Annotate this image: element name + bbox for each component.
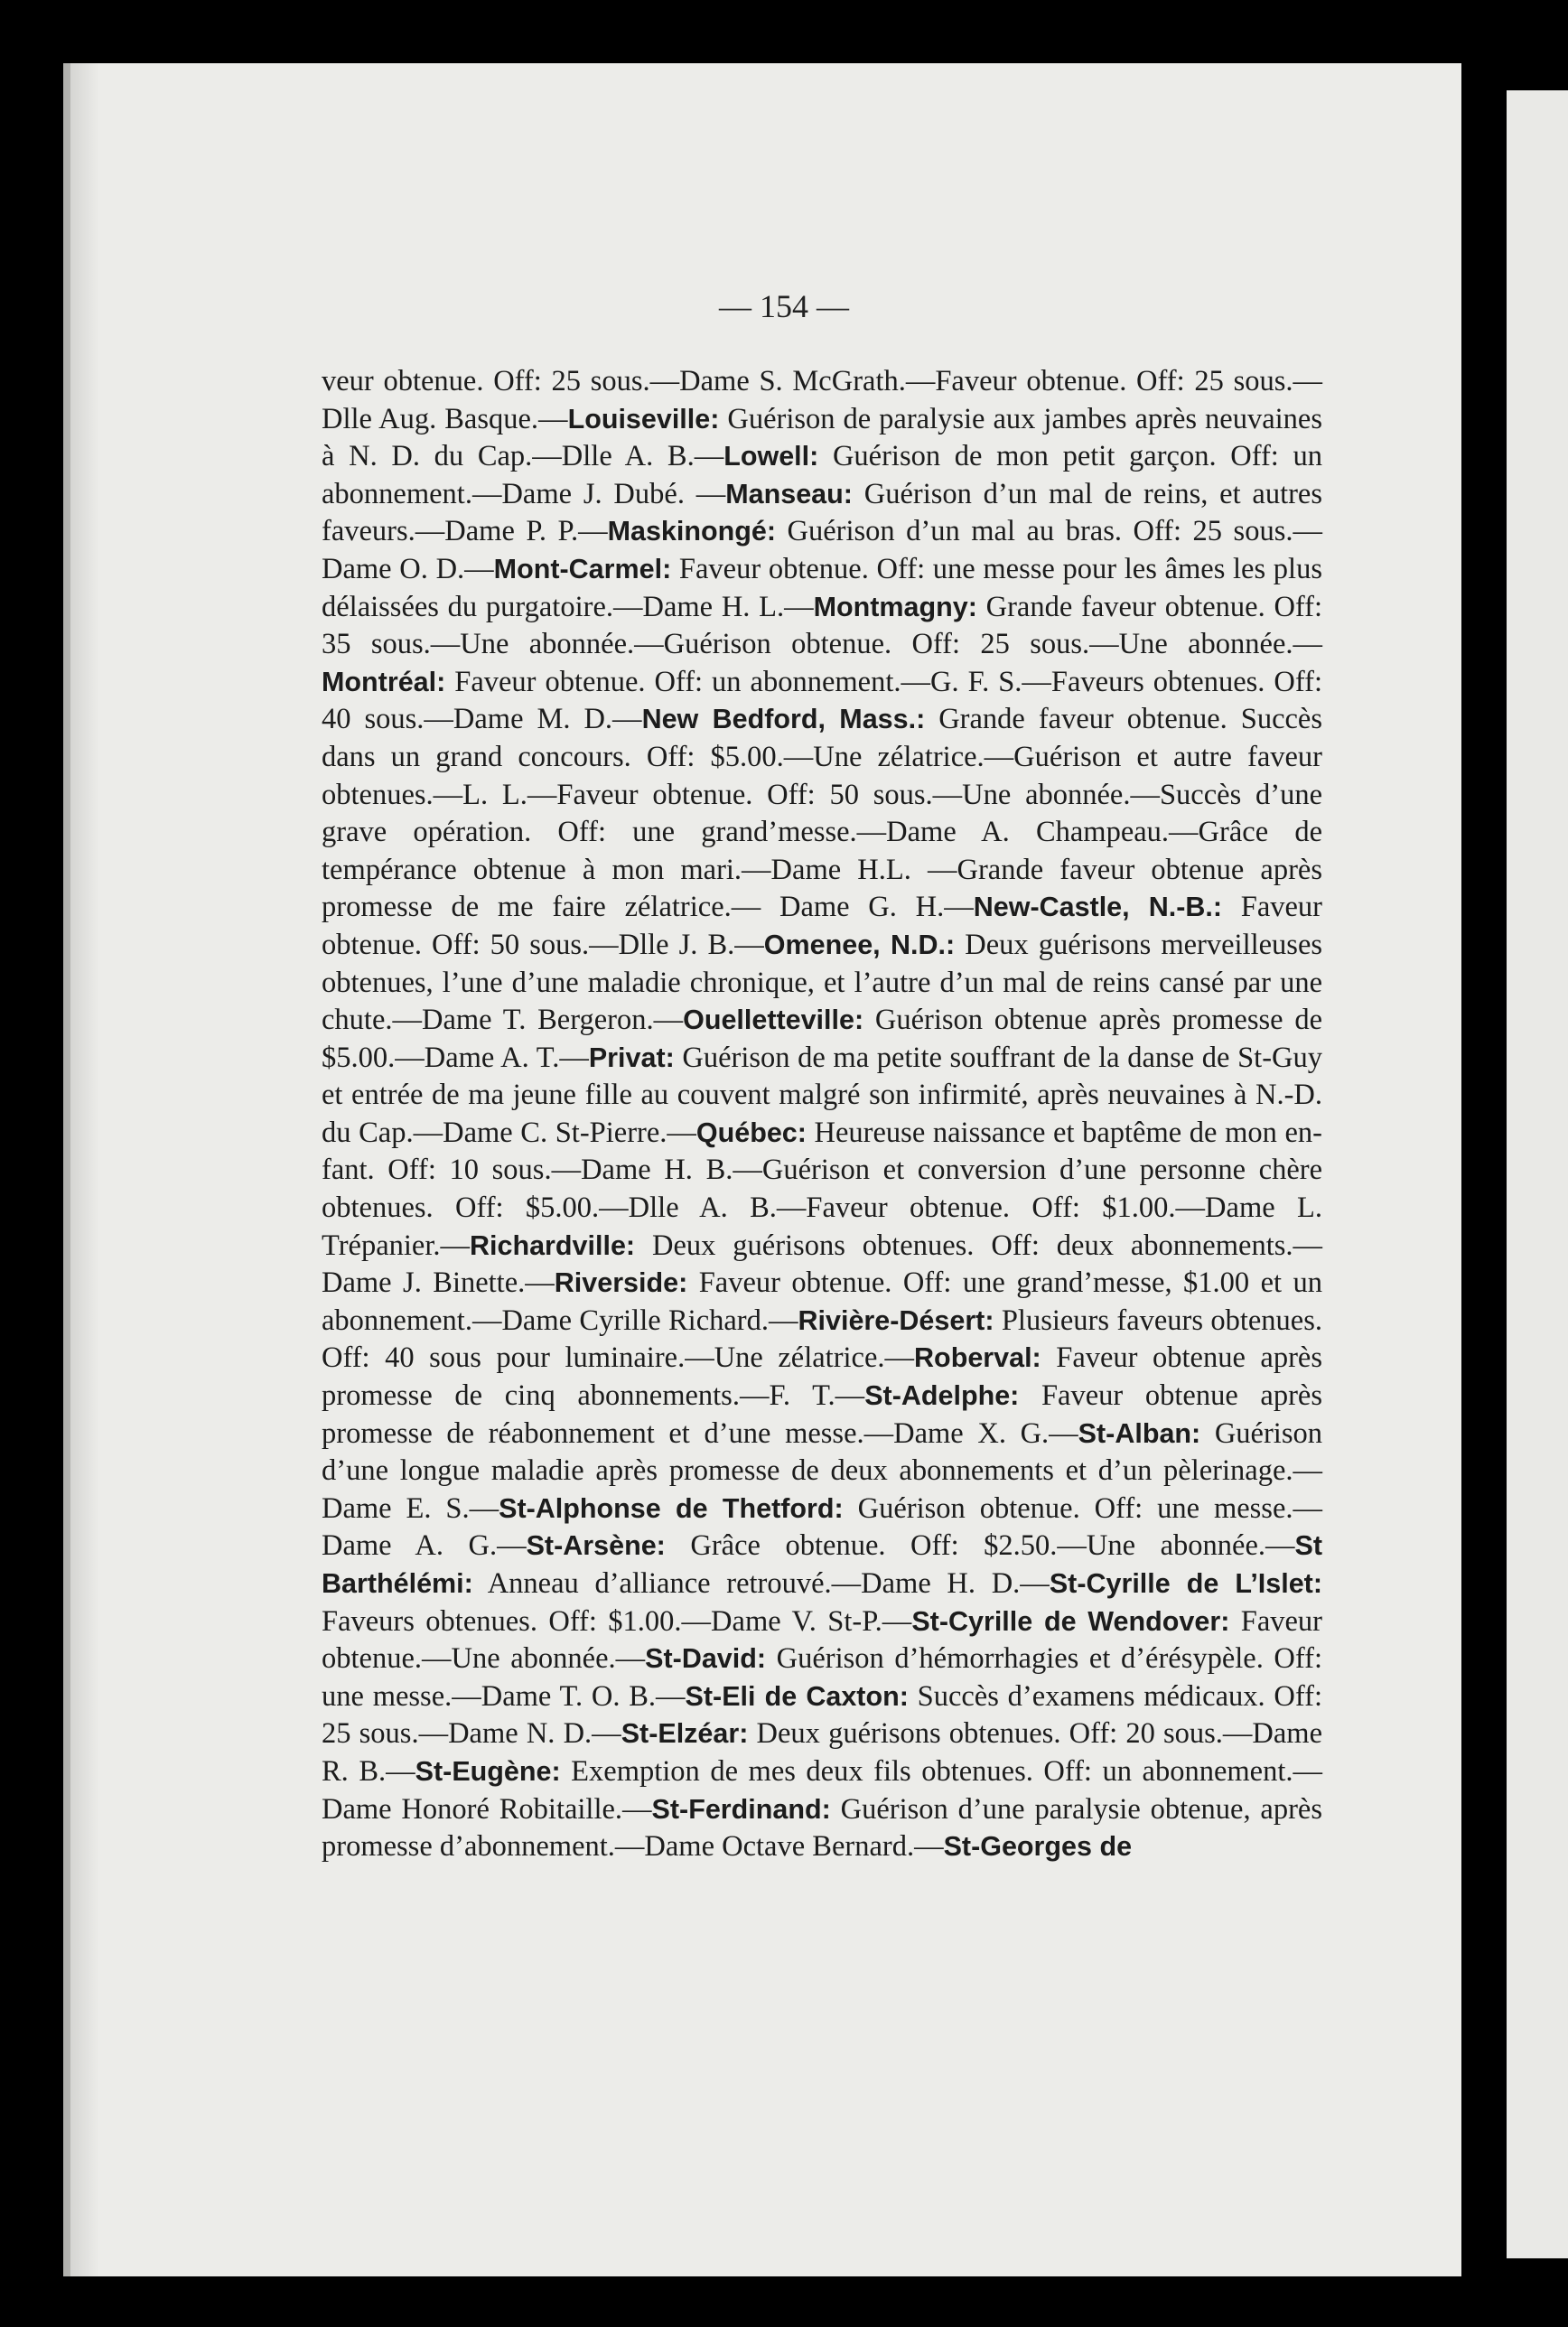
text-run: Deux guérisons merveilleuses obtenues, l’une d’une maladie chronique, et l’autre d’un mal de reins cansé par une chute.—Dame T. Bergeron.—: [322, 928, 1323, 1037]
text-run: Heureuse naissance et baptême de mon enfant. Off: 10 sous.—Dame H. B.—Guérison et conversion d’une personne chère obtenues. Off: $5.00.—Dlle A. B.—Faveur obtenue. Off: $1.00.—Dame L. Trépanier.—: [322, 1116, 1322, 1262]
place-name: Lowell:: [723, 441, 819, 472]
page-number: — 154 —: [719, 288, 849, 324]
place-name: Montmagny:: [813, 591, 977, 622]
place-name: St Barthélémi:: [322, 1530, 1322, 1599]
text-run: Succès d’examens médicaux. Off: 25 sous.—Dame N. D.—: [322, 1679, 1322, 1751]
text-run: Deux guérisons obtenues. Off: 20 sous.—Dame R. B.—: [322, 1717, 1323, 1788]
text-run: Guérison d’un mal au bras. Off: 25 sous.—Dame O. D.—: [322, 515, 1322, 585]
place-name: St-Adelphe:: [864, 1380, 1020, 1412]
text-run: Guérison d’une paralysie obtenue, après promesse d’abonnement.—Dame Octave Bernard.—: [322, 1792, 1322, 1864]
place-name: St-Alphonse de Thetford:: [499, 1492, 844, 1524]
text-run: Exemption de mes deux fils obtenues. Off: un abonnement.—Dame Honoré Robitaille.—: [322, 1754, 1322, 1826]
text-run: Faveur obtenue. Off: une messe pour les âmes les plus délaissées du purgatoire.—Dame H. L.—: [322, 552, 1322, 623]
place-name: Omenee, N.D.:: [763, 929, 956, 960]
text-run: Guérison obtenue. Off: une messe.—Dame A. G.—: [322, 1491, 1322, 1563]
text-run: Faveur obtenue. Off: un abonnement.—G. F. S.—Faveurs obtenues. Off: 40 sous.—Dame M. D.—: [322, 665, 1322, 736]
place-name: St-Arsène:: [526, 1530, 666, 1562]
text-run: Guérison d’hémorrhagies et d’érésypèle. Off: une messe.—Dame T. O. B.—: [322, 1642, 1322, 1713]
text-run: Plusieurs faveurs obtenues. Off: 40 sous pour luminaire.—Une zélatrice.—: [322, 1304, 1323, 1375]
place-name: New Bedford, Mass.:: [641, 704, 926, 735]
place-name: St-David:: [645, 1643, 767, 1675]
body-paragraph: [322, 363, 1322, 1866]
place-name: Montréal:: [322, 666, 446, 697]
text-run: Guérison d’un mal de reins, et autres faveurs.—Dame P. P.—: [322, 477, 1322, 548]
text-run: Faveur obtenue.—Une abonnée.—: [322, 1604, 1323, 1676]
place-name: Québec:: [695, 1117, 807, 1148]
text-run: Guérison d’une longue maladie après promesse de deux abonnements et d’un pèlerinage.—Dame E. S.—: [322, 1416, 1322, 1525]
text-run: Grande faveur obtenue. Succès dans un grand concours. Off: $5.00.—Une zélatrice.—Guérison et autre faveur obtenues.—L. L.—Faveur obtenue. Off: 50 sous.—Une abonnée.—Succès d’une grave opération. Off: une grand’messe.—Dame A. Champeau.—Grâce de tempérance obtenue à mon mari.—Dame H.L. —Grande faveur obtenue après promesse de me faire zélatrice.— Dame G. H.—: [322, 703, 1323, 924]
place-name: St-Cyrille de L’Islet:: [1049, 1568, 1322, 1599]
text-run: Faveurs obtenues. Off: $1.00.—Dame V. St-P.—: [322, 1604, 912, 1638]
text-run: Guérison de mon petit garçon. Off: un abonnement.—Dame J. Dubé. —: [322, 440, 1322, 510]
book-gutter: [1454, 63, 1507, 2276]
text-run: Faveur obtenue. Off: une grand’messe, $1.00 et un abonnement.—Dame Cyrille Richard.—: [322, 1266, 1322, 1337]
place-name: St-Cyrille de Wendover:: [911, 1605, 1230, 1637]
place-name: Privat:: [588, 1042, 675, 1073]
place-name: Rivière-Désert:: [798, 1304, 994, 1336]
text-run: Faveur obtenue. Off: 50 sous.—Dlle J. B.—: [322, 891, 1322, 961]
text-run: Faveur obtenue après promesse de cinq abonnements.—F. T.—: [322, 1341, 1322, 1413]
text-run: Grande faveur obtenue. Off: 35 sous.—Une abonnée.—Guérison obtenue. Off: 25 sous.—Une abonnée.—: [322, 590, 1322, 661]
place-name: St-Eugène:: [415, 1755, 561, 1787]
page-shadow: [63, 63, 99, 2276]
text-run: Anneau d’alliance retrouvé.—Dame H. D.—: [472, 1567, 1050, 1600]
text-run: Grâce obtenue. Off: $2.50.—Une abonnée.—: [665, 1529, 1295, 1563]
text-run: Guérison obtenue après promesse de $5.00.—Dame A. T.—: [322, 1004, 1322, 1074]
text-run: Guérison de ma petite souffrant de la danse de St-Guy et entrée de ma jeune fille au couvent malgré son infirmité, après neuvaines à N.-D. du Cap.—Dame C. St-Pierre.—: [322, 1041, 1322, 1149]
place-name: St-Eli de Caxton:: [685, 1680, 909, 1712]
place-name: St-Georges de: [943, 1831, 1133, 1863]
place-name: Manseau:: [725, 478, 853, 509]
place-name: Maskinongé:: [607, 516, 777, 547]
place-name: Ouelletteville:: [683, 1005, 864, 1036]
place-name: Richardville:: [470, 1229, 636, 1261]
adjacent-page-edge: [1507, 90, 1568, 2258]
place-name: St-Alban:: [1078, 1417, 1201, 1449]
text-run: veur obtenue. Off: 25 sous.—Dame S. McGrath.—Faveur obtenue. Off: 25 sous.—Dlle Aug. Basque.—: [322, 365, 1322, 435]
place-name: Roberval:: [914, 1342, 1041, 1374]
text-run: Faveur obtenue après promesse de réabonnement et d’une messe.—Dame X. G.—: [322, 1379, 1322, 1450]
text-run: Deux guérisons obtenues. Off: deux abonnements.—Dame J. Binette.—: [322, 1229, 1322, 1300]
text-run: Guérison de paralysie aux jambes après neuvaines à N. D. du Cap.—Dlle A. B.—: [322, 402, 1322, 473]
place-name: Louiseville:: [567, 403, 720, 435]
place-name: Riverside:: [554, 1267, 688, 1299]
place-name: New-Castle, N.-B.:: [973, 892, 1223, 923]
place-name: St-Elzéar:: [621, 1718, 749, 1750]
place-name: Mont-Carmel:: [493, 553, 672, 584]
place-name: St-Ferdinand:: [651, 1793, 831, 1825]
